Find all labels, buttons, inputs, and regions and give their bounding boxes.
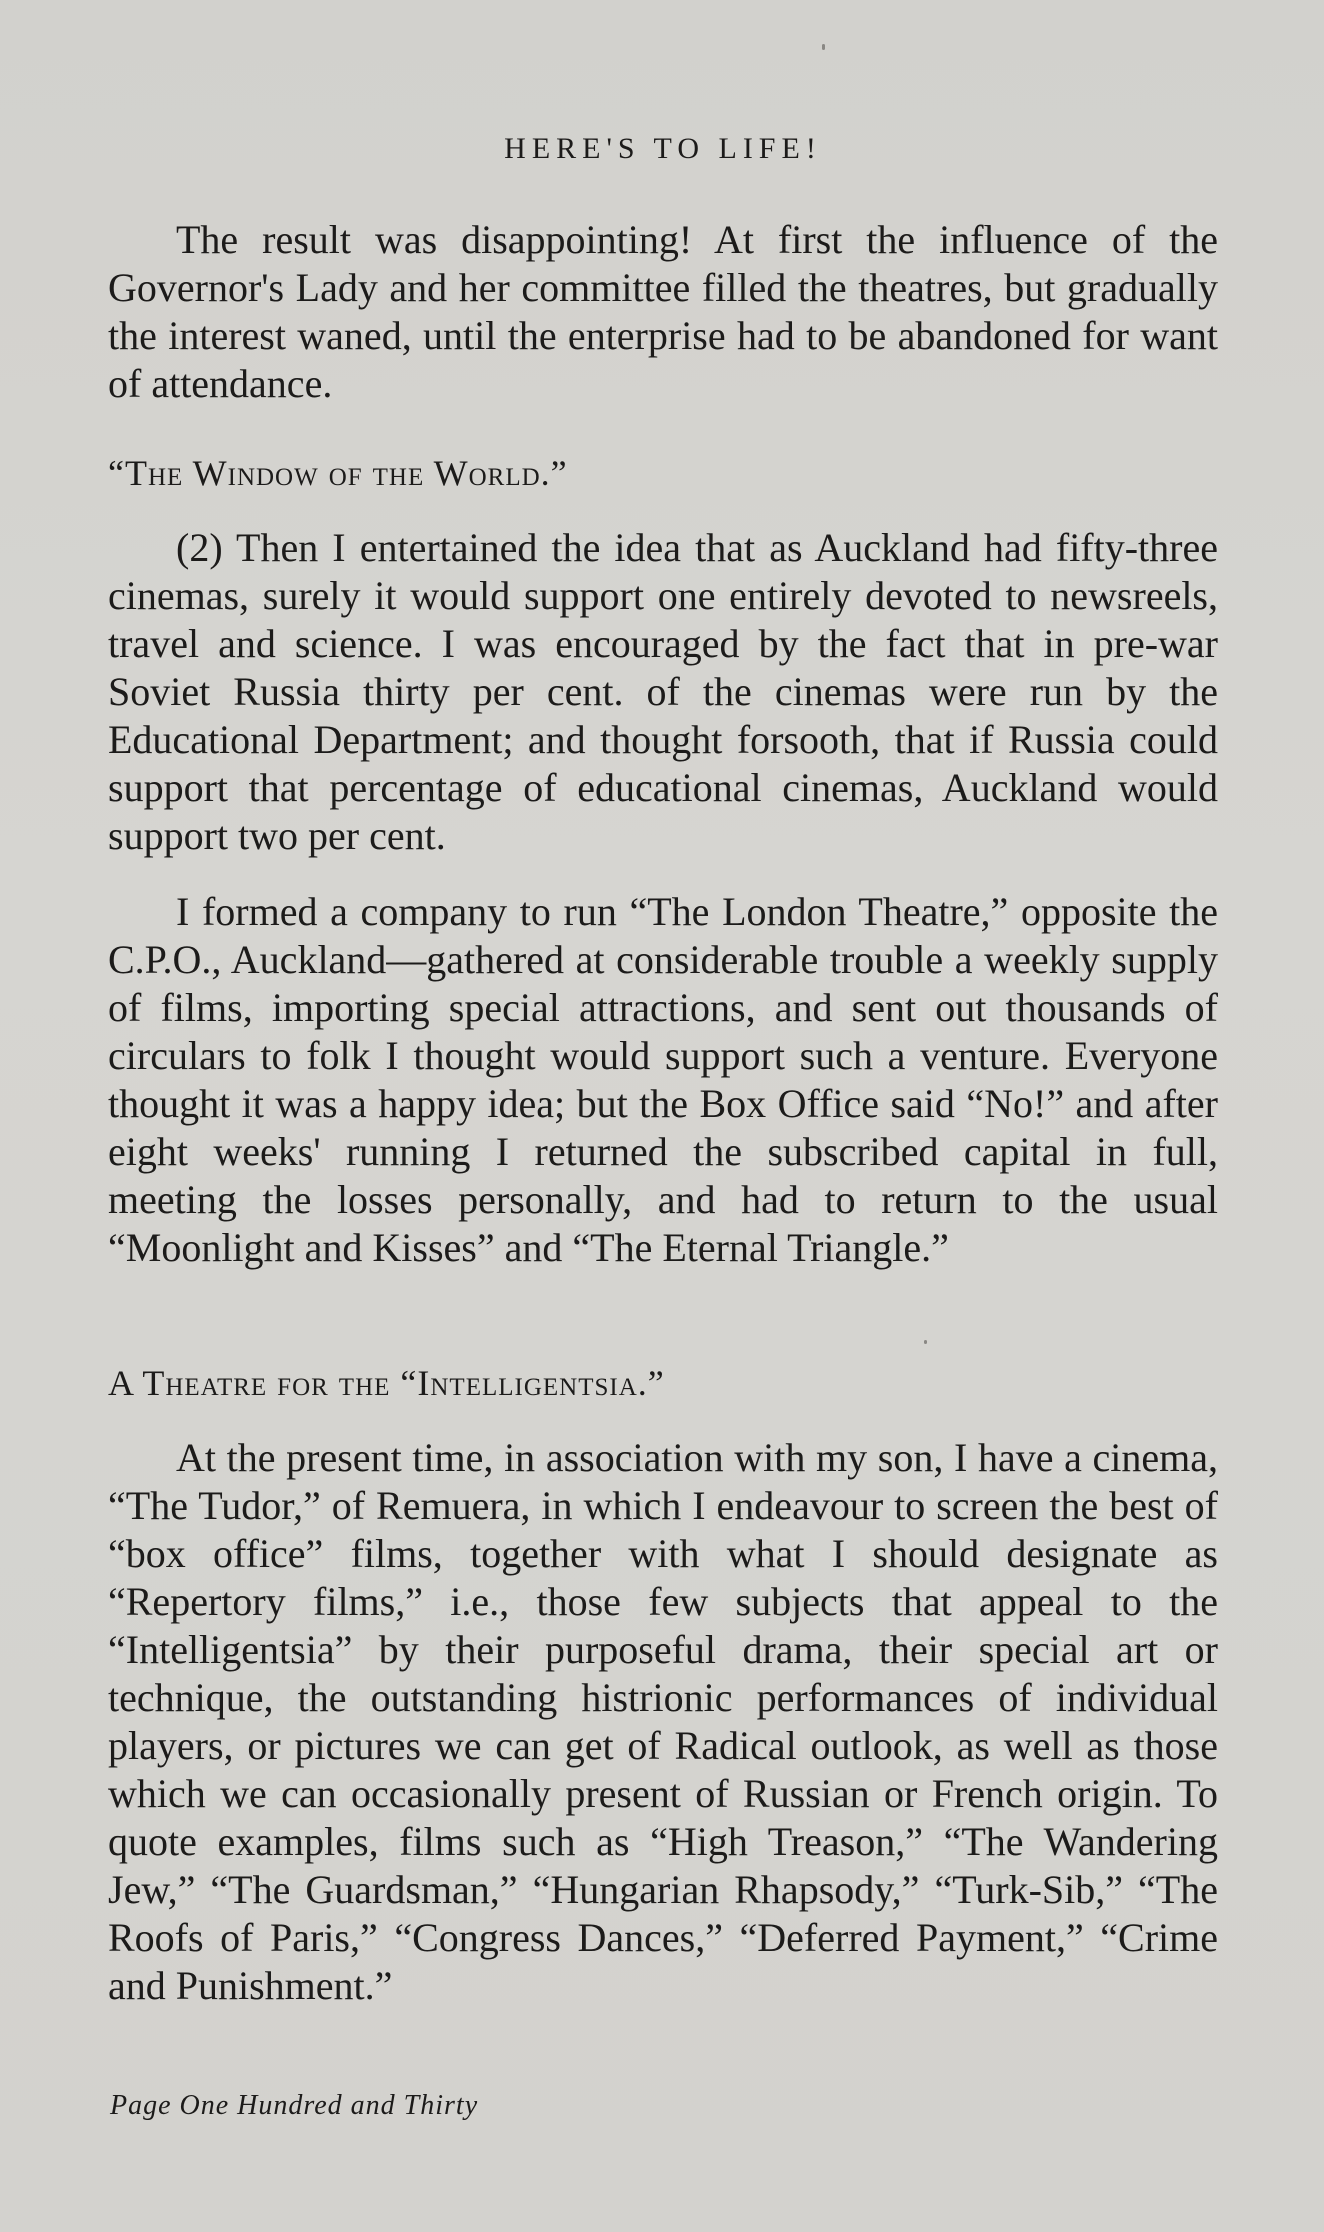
paragraph-newsreel-cinema-idea: (2) Then I entertained the idea that as Auckland had fifty-three cinemas, surely it would support one entirely devoted to newsreels, travel and science. I was encouraged by the fact that in pre-war Soviet Russia thirty per cent. of the cinemas were run by the Educational Department; and thought forsooth, that if Russia could support that percentage of educational cinemas, Auckland would support two per cent. [108,525,1218,858]
paragraph-result-disappointing: The result was disappointing! At first the influence of the Governor's Lady and her committee filled the theatres, but gradually the interest waned, until the enterprise had to be abandoned for want of attendance. [108,217,1218,406]
running-head: HERE'S TO LIFE! [504,132,822,165]
page-footer: Page One Hundred and Thirty [110,2090,479,2121]
paragraph-london-theatre: I formed a company to run “The London Theatre,” opposite the C.P.O., Auckland—gathered at considerable trouble a weekly supply of films, importing special attractions, and sent out thousands of circulars to folk I thought would support such a venture. Everyone thought it was a happy idea; but the Box Office said “No!” and after eight weeks' running I returned the subscribed capital in full, meeting the losses personally, and had to return to the usual “Moonlight and Kisses” and “The Eternal Triangle.” [108,889,1218,1270]
section-heading-window-of-the-world: “The Window of the World.” [108,453,568,493]
section-heading-theatre-for-intelligentsia: A Theatre for the “Intelligentsia.” [108,1363,665,1403]
paragraph-tudor-cinema: At the present time, in association with my son, I have a cinema, “The Tudor,” of Remuera, in which I endeavour to screen the best of “box office” films, together with what I should designate as “Repertory films,” i.e., those few subjects that appeal to the “Intelligentsia” by their purposeful drama, their special art or technique, the outstanding histrionic performances of individual players, or pictures we can get of Radical outlook, as well as those which we can occasionally present of Russian or French origin. To quote examples, films such as “High Treason,” “The Wandering Jew,” “The Guardsman,” “Hungarian Rhapsody,” “Turk-Sib,” “The Roofs of Paris,” “Congress Dances,” “Deferred Payment,” “Crime and Punishment.” [108,1435,1218,2008]
paper-speck [822,44,825,50]
paper-speck [924,1340,927,1344]
